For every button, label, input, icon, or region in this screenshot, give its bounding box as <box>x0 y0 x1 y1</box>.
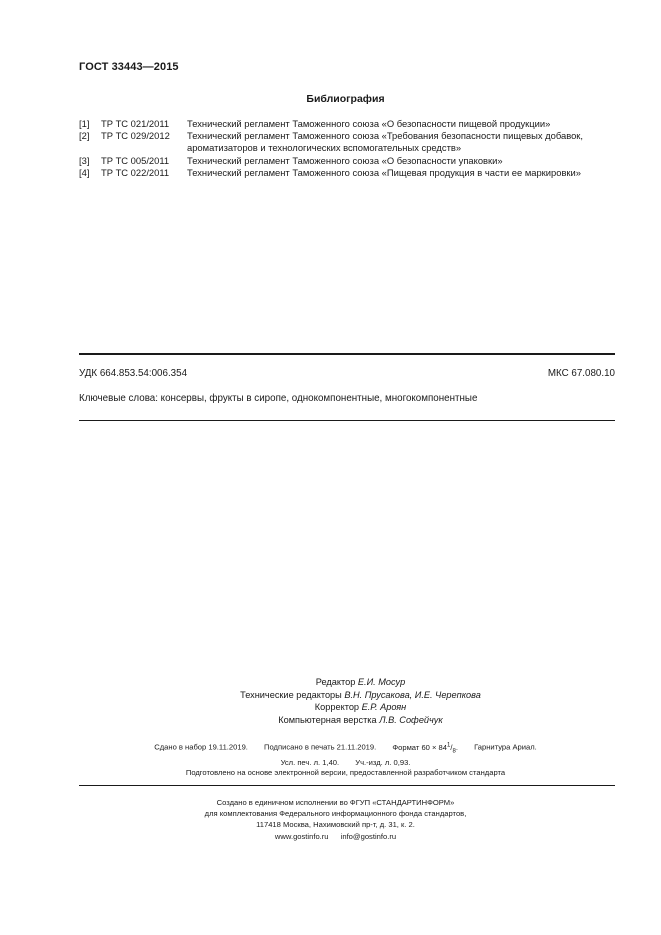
credits-block <box>0 676 661 726</box>
bibliography-item-text: Технический регламент Таможенного союза «О безопасности упаковки» <box>187 154 503 166</box>
submitted-date: Сдано в набор 19.11.2019. <box>154 742 248 752</box>
bibliography-item <box>79 167 619 179</box>
credit-editor <box>60 676 661 689</box>
divider-thick <box>79 353 615 355</box>
print-sheets: Усл. печ. л. 1,40. <box>280 758 340 768</box>
bibliography-title: Библиография <box>306 93 385 105</box>
bibliography-item-text: Технический регламент Таможенного союза «О безопасности пищевой продукции» <box>187 118 551 129</box>
credit-corrector-label: Корректор <box>314 702 360 712</box>
credit-tech-editors-label: Технические редакторы <box>240 689 342 700</box>
bibliography-item-text: Технический регламент Таможенного союза «Требования безопасности пищевых добавок, ароматизаторов и технологических вспомогательных средств» <box>187 130 584 154</box>
print-info-line-1 <box>30 739 661 757</box>
bibliography-item-code: ТР ТС 022/2011 <box>101 166 170 178</box>
bibliography-item-number: [3] <box>79 154 90 166</box>
bibliography-item-code: ТР ТС 021/2011 <box>101 118 170 129</box>
publisher-line: Создано в единичном исполнении во ФГУП «СТАНДАРТИНФОРМ» <box>216 798 455 807</box>
publisher-address: 117418 Москва, Нахимовский пр-т, д. 31, к. 2. <box>256 820 415 830</box>
credit-layout <box>60 714 661 727</box>
bibliography-item-number: [1] <box>79 118 90 129</box>
credit-corrector <box>60 701 661 714</box>
publisher-line: для комплектования Федерального информационного фонда стандартов, <box>204 809 467 819</box>
publisher-contacts <box>10 831 661 842</box>
udk-code: УДК 664.853.54:006.354 <box>79 368 188 379</box>
paper-format: Формат $60 \times 84^1/_8$. <box>392 742 458 755</box>
bibliography-item-code: ТР ТС 029/2012 <box>101 130 170 142</box>
bibliography-item <box>79 130 619 154</box>
divider-thin <box>79 785 615 786</box>
credit-editor-label: Редактор <box>315 677 356 687</box>
credit-tech-editors <box>60 689 661 702</box>
credit-layout-name: Л.В. Софейчук <box>379 714 443 725</box>
bibliography-list <box>79 118 619 179</box>
publisher-website: www.gostinfo.ru <box>274 831 329 841</box>
bibliography-item <box>79 155 619 167</box>
typeface: Гарнитура Ариал. <box>474 742 537 752</box>
bibliography-item-text: Технический регламент Таможенного союза «Пищевая продукция в части ее маркировки» <box>187 166 581 178</box>
publisher-email: info@gostinfo.ru <box>340 831 397 841</box>
bibliography-item-number: [4] <box>79 166 90 178</box>
credit-corrector-name: Е.Р. Ароян <box>361 702 407 712</box>
publisher-block <box>0 797 661 842</box>
bibliography-item-number: [2] <box>79 130 90 142</box>
keywords: Ключевые слова: консервы, фрукты в сиропе, однокомпонентные, многокомпонентные <box>79 393 478 404</box>
credit-tech-editors-names: В.Н. Прусакова, И.Е. Черепкова <box>344 689 481 700</box>
credit-editor-name: Е.И. Мосур <box>357 677 406 687</box>
document-code: ГОСТ 33443—2015 <box>79 61 179 73</box>
publishing-sheets: Уч.-изд. л. 0,93. <box>355 758 411 768</box>
credit-layout-label: Компьютерная верстка <box>278 714 377 725</box>
prepared-note: Подготовлено на основе электронной версии, предоставленной разработчиком стандарта <box>185 768 506 777</box>
divider-thin <box>79 420 615 421</box>
signed-date: Подписано в печать 21.11.2019. <box>264 742 377 752</box>
mks-code: МКС 67.080.10 <box>547 368 615 379</box>
bibliography-item-code: ТР ТС 005/2011 <box>101 154 170 166</box>
bibliography-item <box>79 118 619 130</box>
print-info <box>0 739 661 769</box>
